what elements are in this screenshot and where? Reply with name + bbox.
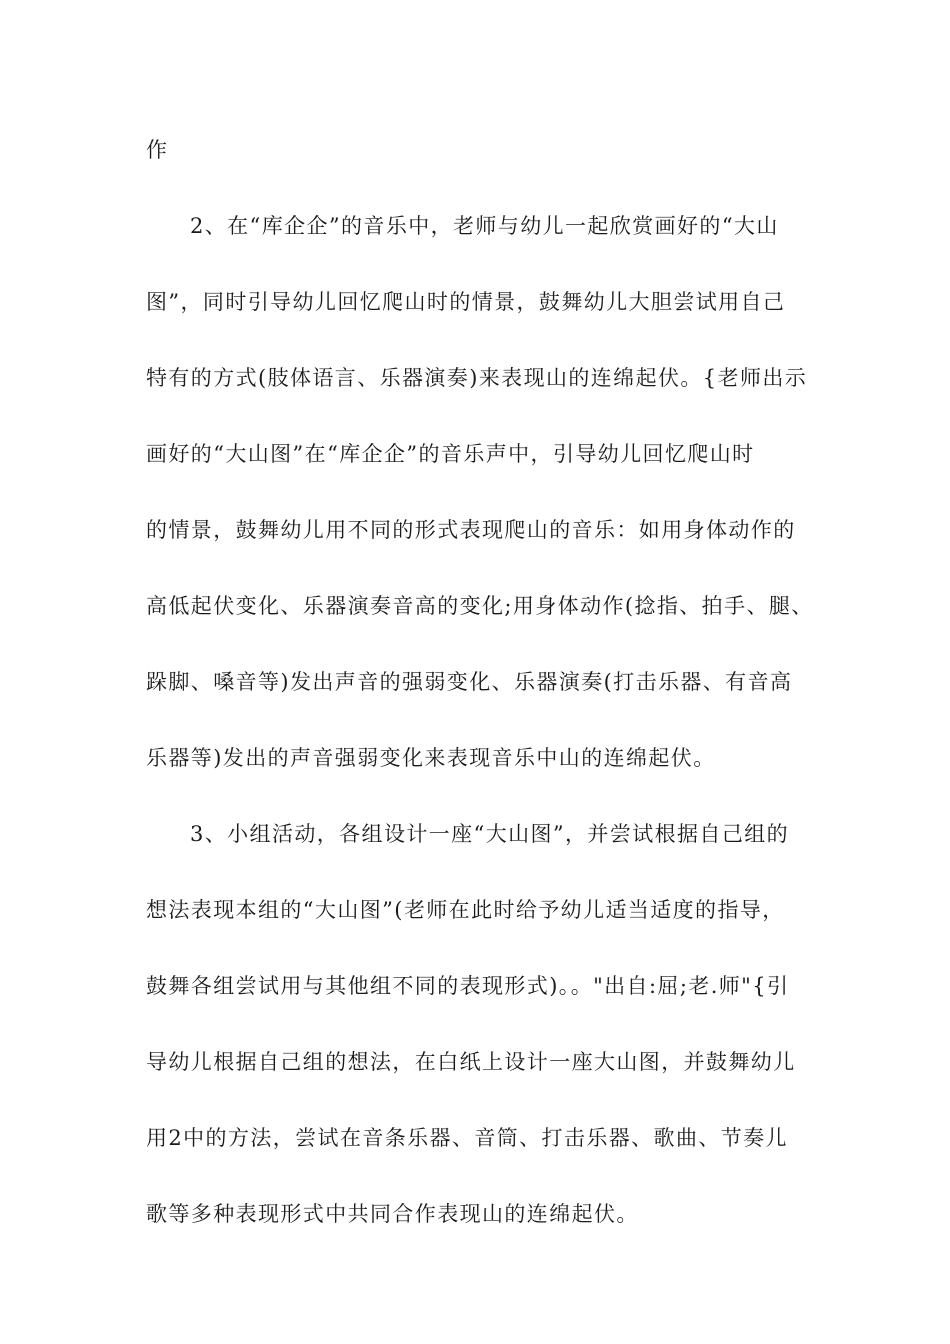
paragraph-3-line-1: 3、小组活动，各组设计一座“大山图”，并尝试根据自己组的: [190, 822, 790, 846]
paragraph-2-line-2: 图”，同时引导幼儿回忆爬山时的情景，鼓舞幼儿大胆尝试用自己: [146, 290, 786, 314]
paragraph-2-line-4: 画好的“大山图”在“库企企”的音乐声中，引导幼儿回忆爬山时: [146, 442, 755, 466]
paragraph-2-line-1: 2、在“库企企”的音乐中，老师与幼儿一起欣赏画好的“大山: [190, 214, 779, 238]
paragraph-3-line-6: 歌等多种表现形式中共同合作表现山的连绵起伏。: [146, 1202, 639, 1226]
paragraph-3-line-5: 用2中的方法，尝试在音条乐器、音筒、打击乐器、歌曲、节奏儿: [146, 1126, 788, 1150]
text-line-1: 作: [146, 138, 169, 162]
paragraph-2-line-8: 乐器等)发出的声音强弱变化来表现音乐中山的连绵起伏。: [146, 746, 716, 770]
paragraph-3-line-4: 导幼儿根据自己组的想法，在白纸上设计一座大山图，并鼓舞幼儿: [146, 1050, 796, 1074]
paragraph-2-line-7: 跺脚、嗓音等)发出声音的强弱变化、乐器演奏(打击乐器、有音高: [146, 670, 793, 694]
paragraph-3-line-3: 鼓舞各组尝试用与其他组不同的表现形式)。。"出自:屈;老.师"{引: [146, 974, 790, 998]
paragraph-2-line-6: 高低起伏变化、乐器演奏音高的变化;用身体动作(捻指、拍手、腿、: [146, 594, 814, 618]
paragraph-3-line-2: 想法表现本组的“大山图”(老师在此时给予幼儿适当适度的指导，: [146, 898, 785, 922]
paragraph-2-line-3: 特有的方式(肢体语言、乐器演奏)来表现山的连绵起伏。{老师出示: [146, 366, 808, 390]
paragraph-2-line-5: 的情景，鼓舞幼儿用不同的形式表现爬山的音乐：如用身体动作的: [146, 518, 796, 542]
